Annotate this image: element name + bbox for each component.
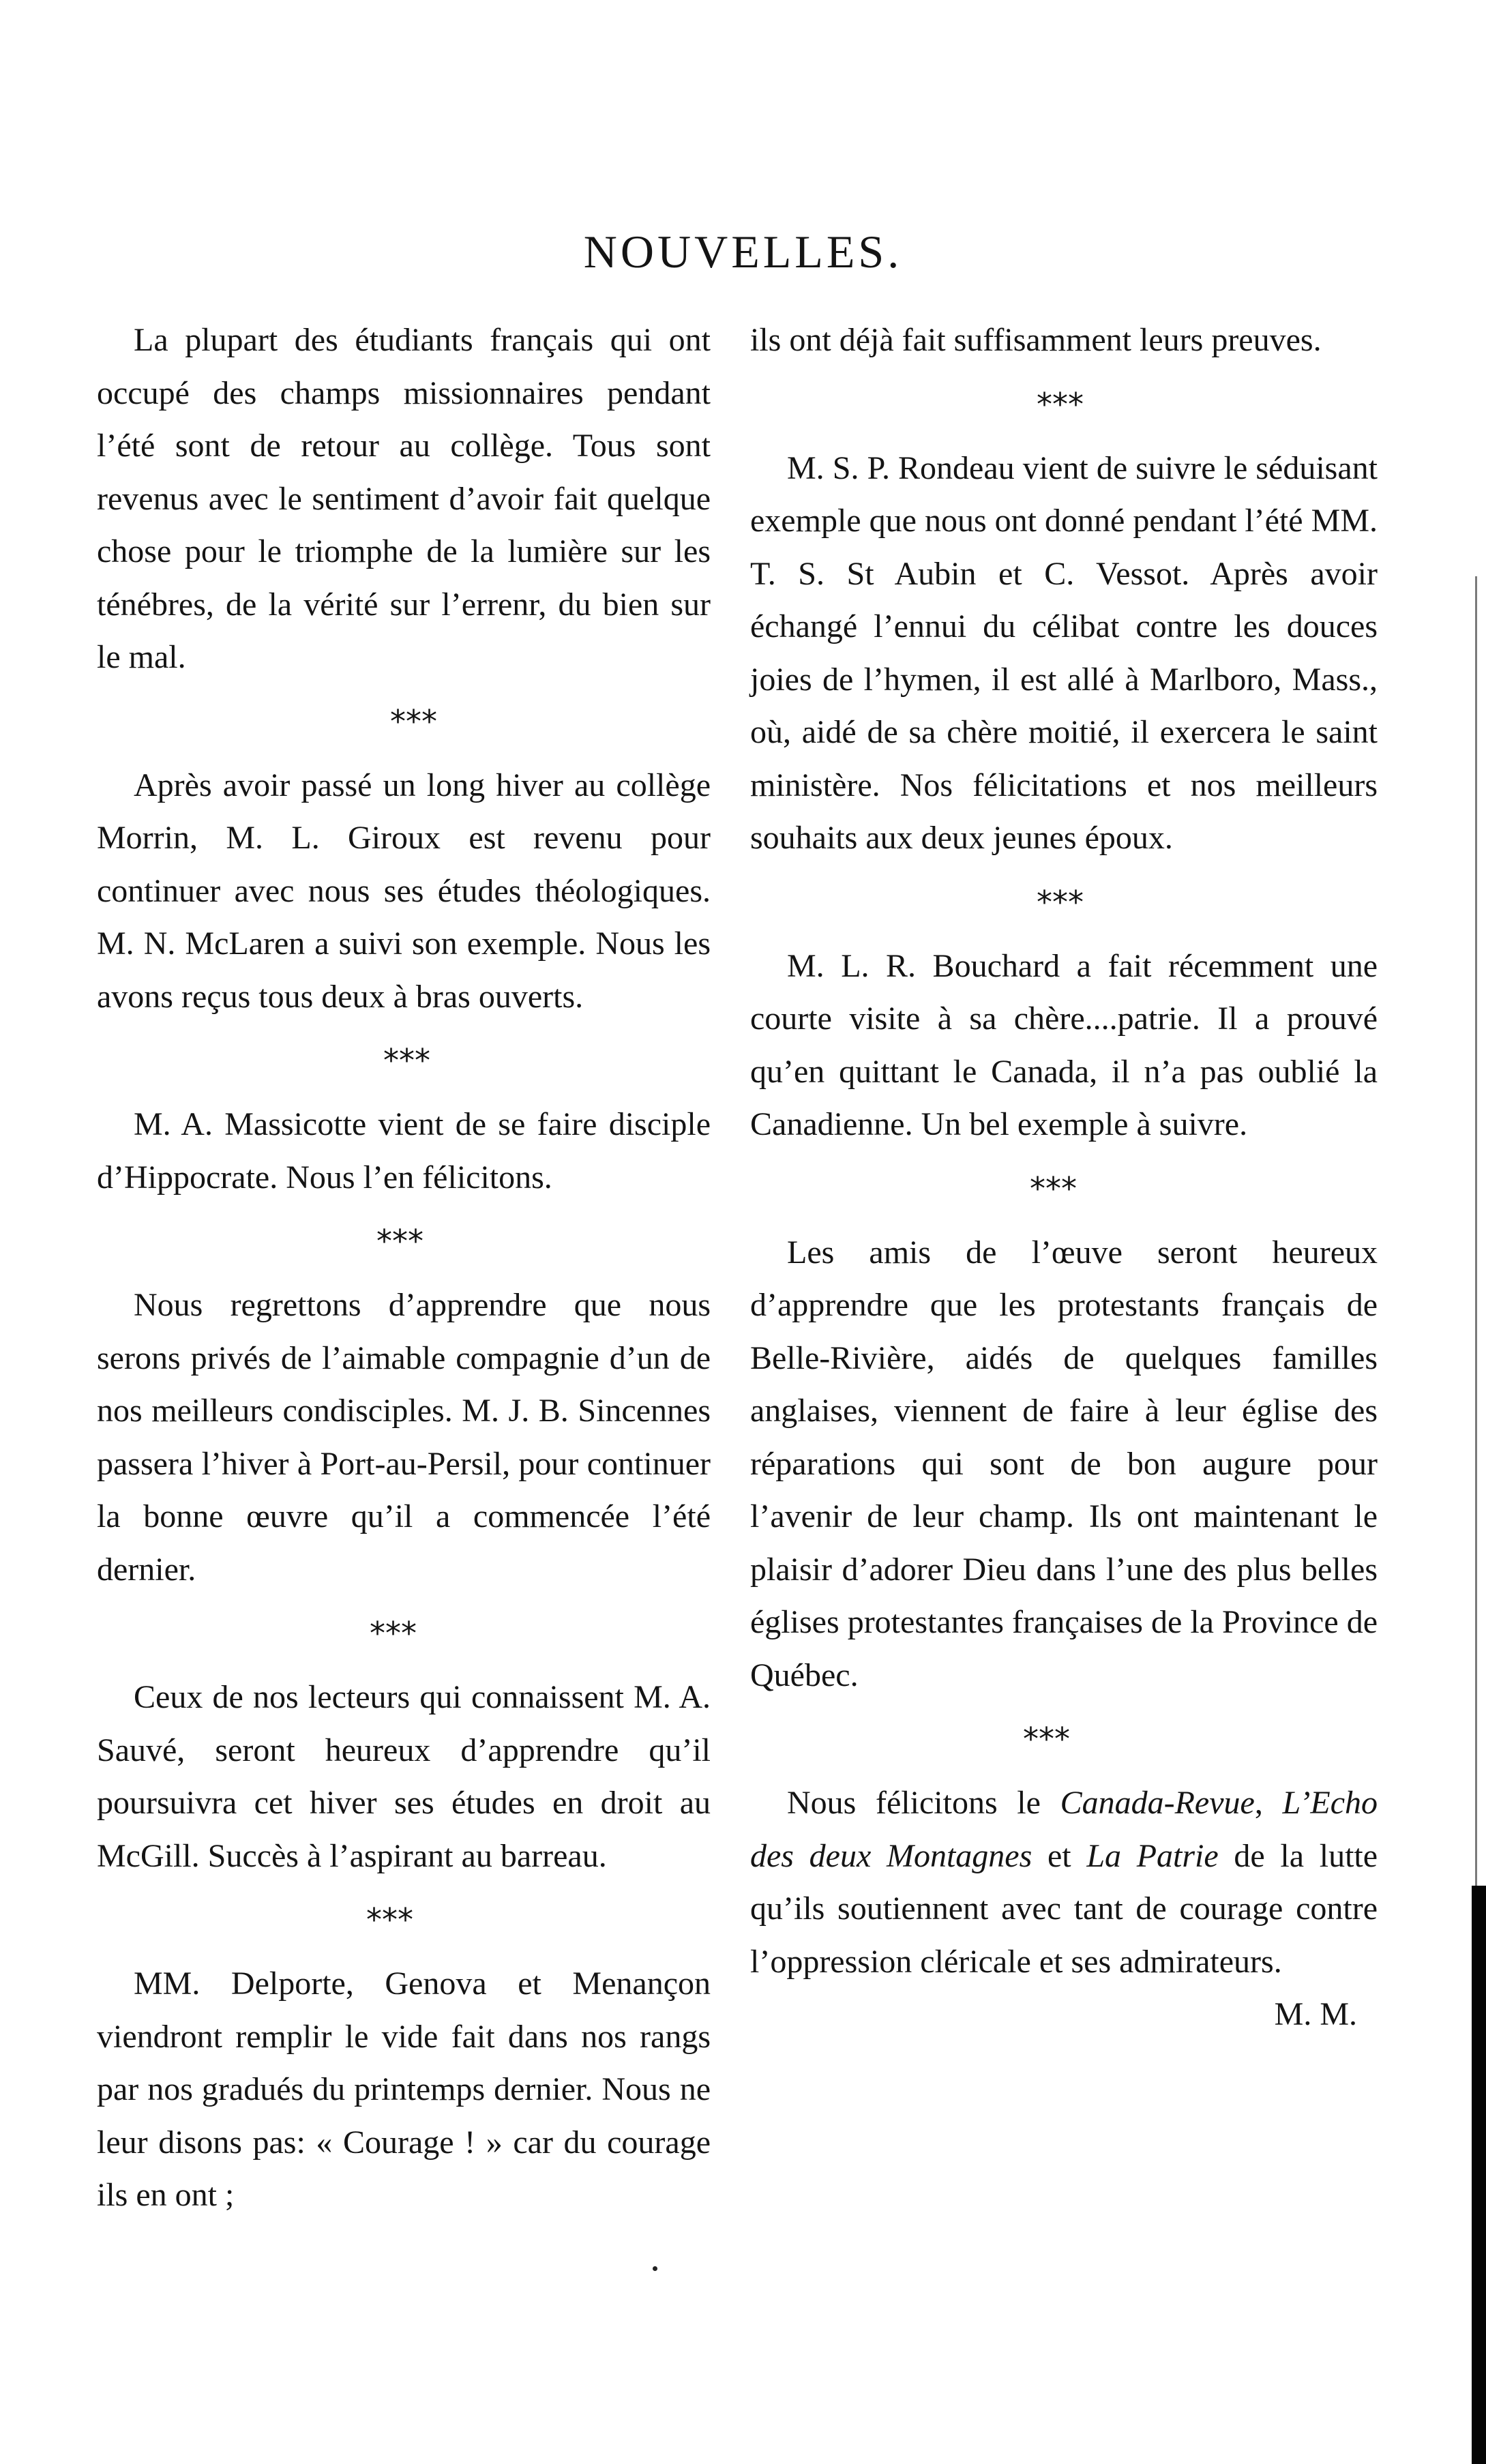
news-item-bouchard: M. L. R. Bouchard a fait récemment une courte visite à sa chère....patrie. Il a prouvé qu’en quittant le Canada, il n’a pas oublié la Canadienne. Un bel exemple à suivre.	[750, 947, 1378, 1142]
separator-stars: ***	[1030, 1170, 1077, 1207]
page-speck	[653, 2266, 657, 2271]
page-title: NOUVELLES.	[583, 226, 903, 278]
separator-stars: ***	[1023, 1721, 1070, 1757]
scan-edge-line	[1475, 576, 1477, 1886]
news-item-belle-riviere: Les amis de l’œuve seront heureux d’apprendre que les protestants français de Belle-Rivière, aidés de quelques familles anglaises, viennent de faire à leur église des réparations qui sont de bon augure pour l’avenir de leur champ. Ils ont maintenant le plaisir d’adorer Dieu dans l’une des plus belles églises protestantes françaises de la Province de Québec.	[750, 1234, 1378, 1693]
scan-edge-shadow	[1472, 1886, 1486, 2464]
journal-la-patrie: La Patrie	[1086, 1837, 1219, 1874]
journal-canada-revue: Canada-Revue	[1060, 1785, 1255, 1821]
separator-stars: ***	[370, 1615, 417, 1652]
news-item-massicotte: M. A. Massicotte vient de se faire disciple d’Hippocrate. Nous l’en félicitons.	[97, 1106, 711, 1196]
journal-echo-deux-montagnes: L’Echo des deux Montagnes	[750, 1785, 1378, 1874]
news-item-new-students-continued: ils ont déjà fait suffisamment leurs preuves.	[750, 322, 1322, 358]
news-item-sincennes: Nous regrettons d’apprendre que nous serons privés de l’aimable compagnie d’un de nos meilleurs condisciples. M. J. B. Sincennes passera l’hiver à Port-au-Persil, pour continuer la bonne œuvre qu’il a commencée l’été dernier.	[97, 1287, 711, 1588]
news-item-sauve: Ceux de nos lecteurs qui connaissent M. A. Sauvé, seront heureux d’apprendre qu’il poursuivra cet hiver ses études en droit au McGill. Succès à l’aspirant au barreau.	[97, 1679, 711, 1874]
conjunction: et	[1047, 1837, 1071, 1874]
separator-stars: ***	[390, 702, 437, 740]
news-item-rondeau: M. S. P. Rondeau vient de suivre le séduisant exemple que nous ont donné pendant l’été MM. T. S. St Aubin et C. Vessot. Après avoir échangé l’ennui du célibat contre les douces joies de l’hymen, il est allé à Marlboro, Mass., où, aidé de sa chère moitié, il exercera le saint ministère. Nos félicitations et nos meilleurs souhaits aux deux jeunes époux.	[750, 449, 1378, 856]
separator-stars: ***	[1037, 883, 1084, 921]
journals-intro: Nous félicitons le	[787, 1785, 1041, 1821]
left-column	[97, 314, 711, 2222]
separator-stars: ***	[1037, 385, 1084, 423]
separator-stars: ***	[366, 1901, 413, 1938]
comma: ,	[1254, 1785, 1263, 1821]
separator-stars: ***	[376, 1223, 423, 1260]
news-item-new-students: MM. Delporte, Genova et Menançon viendront remplir le vide fait dans nos rangs par nos gradués du printemps dernier. Nous ne leur disons pas: « Courage ! » car du courage ils en ont ;	[97, 1965, 711, 2213]
news-item-giroux-mclaren: Après avoir passé un long hiver au collège Morrin, M. L. Giroux est revenu pour continuer avec nous ses études théologiques. M. N. McLaren a suivi son exemple. Nous les avons reçus tous deux à bras ouverts.	[97, 767, 711, 1015]
right-column	[750, 314, 1378, 2041]
separator-stars: ***	[383, 1042, 430, 1079]
news-item-journals	[750, 1777, 1378, 1988]
signature: M. M.	[1274, 1996, 1357, 2032]
news-item-students-return: La plupart des étudiants français qui ont occupé des champs missionnaires pendant l’été sont de retour au collège. Tous sont revenus avec le sentiment d’avoir fait quelque chose pour le triomphe de la lumière sur les ténébres, de la vérité sur l’errenr, du bien sur le mal.	[97, 322, 711, 675]
journals-conclusion: de la lutte qu’ils soutiennent avec tant de courage contre l’oppression cléricale et ses admirateurs.	[750, 1837, 1378, 1980]
